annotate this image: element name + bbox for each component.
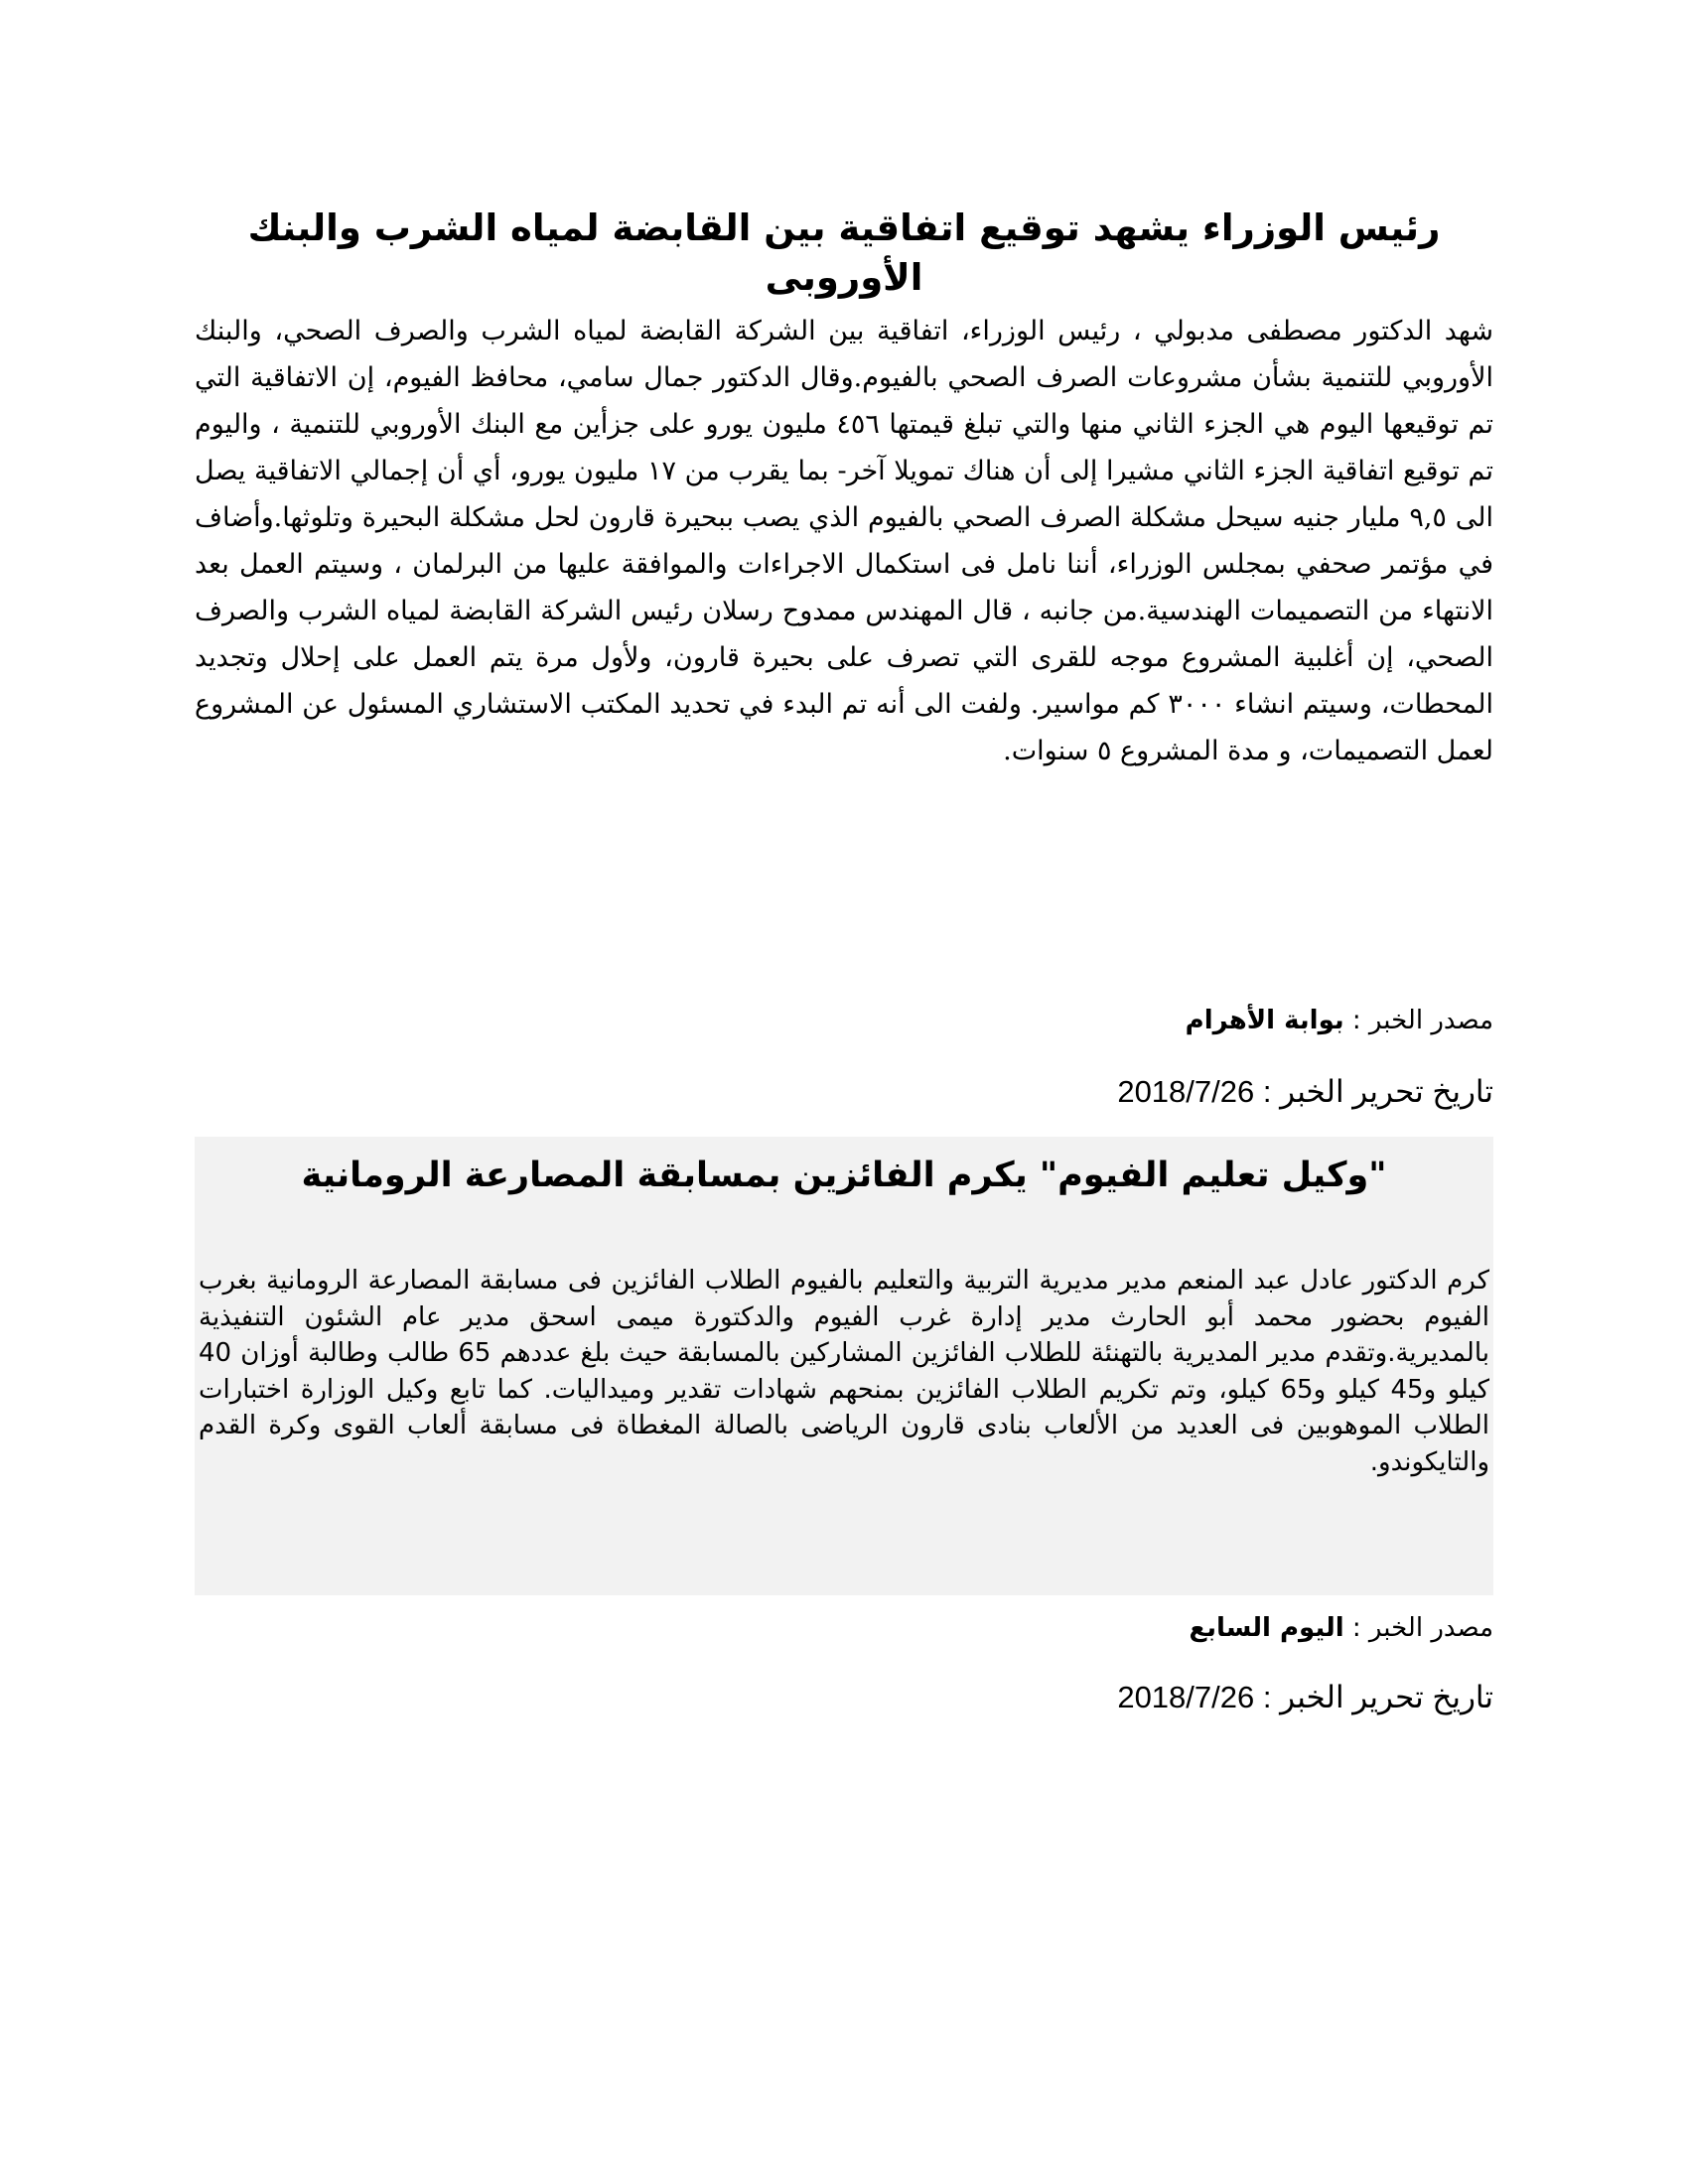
- date-value: 2018/7/26: [1117, 1074, 1255, 1109]
- article-1-title: رئيس الوزراء يشهد توقيع اتفاقية بين القابضة لمياه الشرب والبنك الأوروبى: [247, 206, 1441, 299]
- date-label: تاريخ تحرير الخبر :: [1254, 1074, 1493, 1109]
- source-label: مصدر الخبر :: [1343, 1006, 1493, 1035]
- article-2-title: "وكيل تعليم الفيوم" يكرم الفائزين بمسابقة المصارعة الرومانية: [301, 1156, 1387, 1195]
- article-2-source: [195, 1610, 1493, 1646]
- source-label: مصدر الخبر :: [1343, 1613, 1493, 1643]
- source-value: بوابة الأهرام: [1185, 1006, 1344, 1035]
- date-label: تاريخ تحرير الخبر :: [1254, 1680, 1493, 1714]
- article-1-source: [195, 1003, 1493, 1038]
- article-1-date: [195, 1072, 1493, 1112]
- article-2-date: [195, 1678, 1493, 1717]
- article-2-body: كرم الدكتور عادل عبد المنعم مدير مديرية التربية والتعليم بالفيوم الطلاب الفائزين فى مسابقة المصارعة الرومانية بغرب الفيوم بحضور محمد أبو الحارث مدير إدارة غرب الفيوم والدكتورة ميمى اسحق مدير عام الشئون التنفيذية بالمديرية.وتقدم مدير المديرية بالتهنئة للطلاب الفائزين المشاركين بالمسابقة حيث بلغ عددهم 65 طالب وطالبة أوزان 40 كيلو و45 كيلو و65 كيلو، وتم تكريم الطلاب الفائزين بمنحهم شهادات تقدير وميداليات. كما تابع وكيل الوزارة اختبارات الطلاب الموهوبين فى العديد من الألعاب بنادى قارون الرياضى بالصالة المغطاة فى مسابقة ألعاب القوى وكرة القدم والتايكوندو.: [199, 1266, 1489, 1477]
- source-value: اليوم السابع: [1189, 1613, 1344, 1643]
- date-value: 2018/7/26: [1117, 1680, 1255, 1714]
- article-1-body: شهد الدكتور مصطفى مدبولي ، رئيس الوزراء، اتفاقية بين الشركة القابضة لمياه الشرب والصرف الصحي، والبنك الأوروبي للتنمية بشأن مشروعات الصرف الصحي بالفيوم.وقال الدكتور جمال سامي، محافظ الفيوم، إن الاتفاقية التي تم توقيعها اليوم هي الجزء الثاني منها والتي تبلغ قيمتها ٤٥٦ مليون يورو على جزأين مع البنك الأوروبي للتنمية ، واليوم تم توقيع اتفاقية الجزء الثاني مشيرا إلى أن هناك تمويلا آخر- بما يقرب من ١٧ مليون يورو، أي أن إجمالي الاتفاقية يصل الى ٩,٥ مليار جنيه سيحل مشكلة الصرف الصحي بالفيوم الذي يصب ببحيرة قارون لحل مشكلة البحيرة وتلوثها.وأضاف في مؤتمر صحفي بمجلس الوزراء، أننا نامل فى استكمال الاجراءات والموافقة عليها من البرلمان ، وسيتم العمل بعد الانتهاء من التصميمات الهندسية.من جانبه ، قال المهندس ممدوح رسلان رئيس الشركة القابضة لمياه الشرب والصرف الصحي، إن أغلبية المشروع موجه للقرى التي تصرف على بحيرة قارون، ولأول مرة يتم العمل على إحلال وتجديد المحطات، وسيتم انشاء ٣٠٠٠ كم مواسير. ولفت الى أنه تم البدء في تحديد المكتب الاستشاري المسئول عن المشروع لعمل التصميمات، و مدة المشروع ٥ سنوات.: [195, 316, 1493, 766]
